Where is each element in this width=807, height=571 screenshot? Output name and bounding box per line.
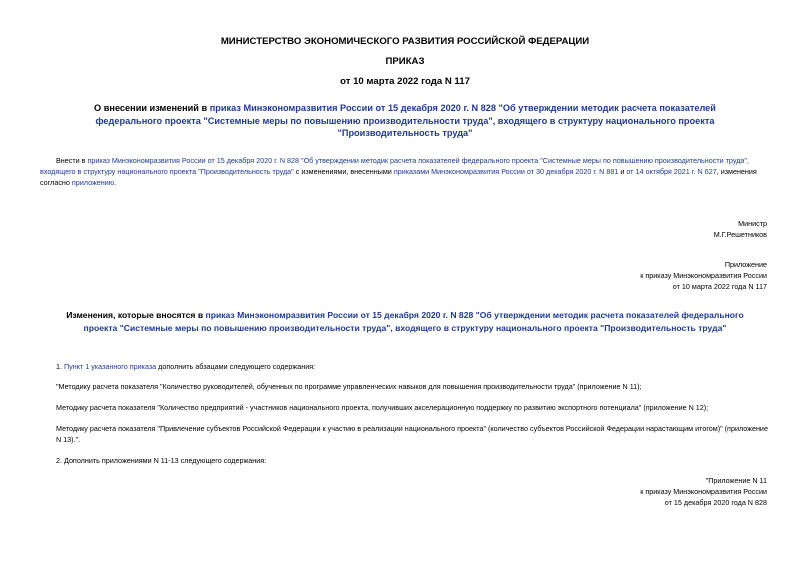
signature-position: Министр xyxy=(738,219,767,228)
appendix-11-line2: к приказу Минэкономразвития России xyxy=(640,487,767,496)
link-point-1[interactable]: Пункт 1 xyxy=(64,362,90,371)
signature-name: М.Г.Решетников xyxy=(713,230,767,239)
change-item-1-num: 1. xyxy=(56,362,64,371)
order-title-prefix: О внесении изменений в xyxy=(94,103,210,113)
appendix-11-line3: от 15 декабря 2020 года N 828 xyxy=(664,498,767,507)
doc-type-heading: ПРИКАЗ xyxy=(385,56,425,67)
ministry-heading: МИНИСТЕРСТВО ЭКОНОМИЧЕСКОГО РАЗВИТИЯ РОССИЙСКОЙ ФЕДЕРАЦИИ xyxy=(220,36,590,47)
appendix-ref-line3: от 10 марта 2022 года N 117 xyxy=(672,282,767,291)
signature-block xyxy=(714,218,767,240)
order-title-link[interactable]: приказ Минэкономразвития России от 15 декабря 2020 г. N 828 "Об утверждении методик расчета показателей федерального проекта "Системные меры по повышению производительности труда", входящего в структуру национального проекта "Производительность труда" xyxy=(95,103,716,138)
changes-title-link[interactable]: приказ Минэкономразвития России от 15 декабря 2020 г. N 828 "Об утверждении методик расчета показателей федерального проекта "Системные меры по повышению производительности труда", входящего в структуру национального проекта "Производительность труда" xyxy=(83,310,744,333)
intro-link-appendix[interactable]: приложению xyxy=(71,178,115,187)
intro-text-2: с изменениями, внесенными xyxy=(293,167,394,176)
intro-text-3: и xyxy=(618,167,627,176)
appendix-reference xyxy=(640,259,767,292)
intro-link-order[interactable]: приказ Минэкономразвития России от 15 декабря 2020 г. N 828 "Об утверждении методик расчета показателей федерального проекта "Системные меры по повышению производительности труда", входящего в структуру национального проекта "Производительность труда" xyxy=(40,156,749,176)
appendix-11-reference xyxy=(640,475,767,508)
quote-paragraph-3: Методику расчета показателя "Привлечение субъектов Российской Федерации к участию в реализации национального проекта" (количество субъектов Российской Федерации нарастающим итогом)" (приложение N 13).". xyxy=(56,424,768,444)
intro-link-oct-2021[interactable]: от 14 октября 2021 г. N 627 xyxy=(626,167,717,176)
quote-paragraph-1: "Методику расчета показателя "Количество руководителей, обученных по программе управленческих навыков для повышения производительности труда" (приложение N 11); xyxy=(56,382,642,391)
change-item-2: 2. Дополнить приложениями N 11-13 следующего содержания: xyxy=(56,456,267,465)
order-title xyxy=(60,102,750,140)
appendix-ref-line2: к приказу Минэкономразвития России xyxy=(640,271,767,280)
intro-text-5: . xyxy=(114,178,117,187)
intro-text-4: , изменения согласно xyxy=(40,167,757,187)
date-number-heading: от 10 марта 2022 года N 117 xyxy=(340,76,470,87)
appendix-11-line1: "Приложение N 11 xyxy=(705,476,767,485)
changes-title-prefix: Изменения, которые вносятся в xyxy=(66,310,206,320)
intro-text-1: Внести в xyxy=(56,156,88,165)
change-item-1-rest: дополнить абзацами следующего содержания: xyxy=(156,362,316,371)
intro-paragraph xyxy=(40,155,770,188)
intro-link-orders[interactable]: приказами Минэкономразвития России от 30 декабря 2020 г. N 881 xyxy=(393,167,619,176)
link-said-order[interactable]: указанного приказа xyxy=(91,362,157,371)
quote-paragraph-2: Методику расчета показателя "Количество предприятий - участников национального проекта, получивших акселерационную поддержку по развитию экспортного потенциала" (приложение N 12); xyxy=(56,403,709,412)
changes-title xyxy=(50,309,760,334)
change-item-1 xyxy=(56,361,770,372)
appendix-ref-line1: Приложение xyxy=(724,260,767,269)
